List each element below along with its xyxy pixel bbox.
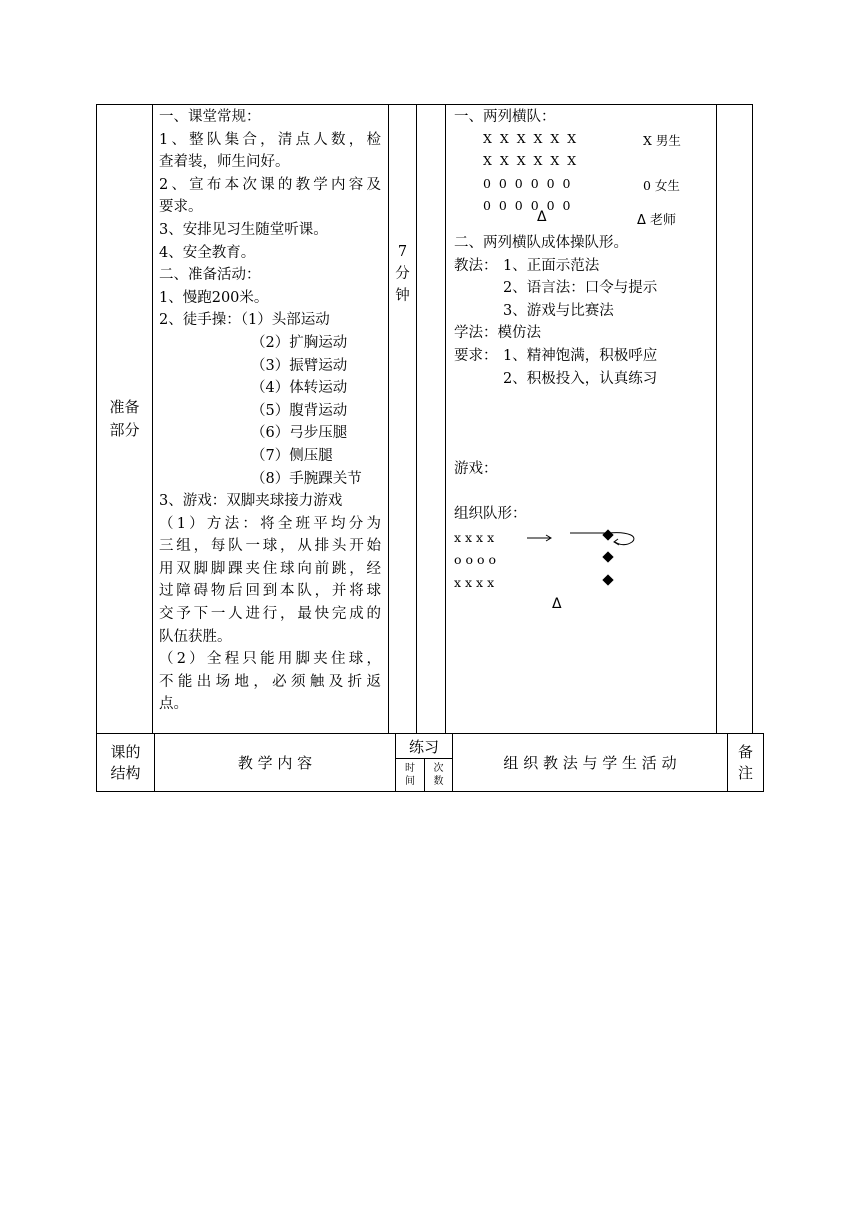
content-line: （8）手腕踝关节 bbox=[251, 470, 362, 487]
content-line: 2、宣布本次课的教学内容及 bbox=[159, 176, 381, 193]
content-line: 查着装，师生问好。 bbox=[159, 154, 290, 171]
content-line: （7）侧压腿 bbox=[251, 447, 333, 464]
content-line: 点。 bbox=[159, 696, 188, 713]
game-label: 游戏： bbox=[454, 461, 498, 477]
content-line: （6）弓步压腿 bbox=[251, 425, 348, 442]
legend-teacher: Δ 老师 bbox=[637, 213, 677, 228]
content-line: 1、整队集合，清点人数，检 bbox=[159, 131, 381, 148]
time-number: 7 bbox=[397, 244, 408, 260]
content-line: （2）全程只能用脚夹住球， bbox=[159, 651, 381, 668]
footer-remark-line: 备 bbox=[737, 743, 753, 761]
footer-remark-line: 注 bbox=[737, 764, 753, 782]
footer-structure-line: 课的 bbox=[110, 743, 141, 761]
formation-label: 组织队形： bbox=[454, 506, 527, 522]
footer-organization: 组 织 教 法 与 学 生 活 动 bbox=[503, 754, 677, 772]
formation-row-male: X X X X X X bbox=[483, 153, 577, 168]
content-line: （2）扩胸运动 bbox=[251, 334, 348, 351]
footer-count-line: 数 bbox=[433, 776, 444, 787]
formation-row-female: 0 0 0 0 0 0 bbox=[483, 176, 571, 191]
footer-time-line: 间 bbox=[405, 776, 415, 787]
content-line: （4）体转运动 bbox=[251, 380, 348, 397]
requirement-label: 要求： bbox=[454, 348, 498, 364]
content-line: 2、徒手操：（1）头部运动 bbox=[159, 312, 330, 329]
time-unit: 钟 bbox=[395, 288, 410, 304]
content-line: 队伍获胜。 bbox=[159, 628, 232, 645]
content-line: 一、课堂常规： bbox=[159, 109, 261, 125]
org-title-1: 一、两列横队： bbox=[454, 109, 556, 125]
footer-count bbox=[425, 762, 452, 788]
content-line: 二、准备活动： bbox=[159, 267, 261, 284]
content-line: 交予下一人进行，最快完成的 bbox=[159, 606, 381, 623]
content-line: 3、游戏：双脚夹球接力游戏 bbox=[159, 493, 343, 510]
time-unit: 分 bbox=[395, 266, 410, 282]
obstacle-diamond-icon bbox=[602, 551, 613, 562]
method-item: 2、语言法：口令与提示 bbox=[503, 280, 658, 296]
method-item: 3、游戏与比赛法 bbox=[503, 303, 614, 319]
content-line: 4、安全教育。 bbox=[159, 244, 256, 261]
section-label-text: 准备部分 bbox=[109, 398, 140, 439]
content-line: 要求。 bbox=[159, 199, 203, 216]
legend-male: X 男生 bbox=[643, 133, 681, 148]
legend-female: 0 女生 bbox=[643, 178, 680, 193]
study-method: 学法：模仿法 bbox=[454, 325, 541, 341]
footer-practice: 练习 bbox=[408, 738, 439, 756]
game-row: o o o o bbox=[454, 552, 497, 567]
requirement-item: 2、积极投入，认真练习 bbox=[503, 371, 658, 387]
game-row: x x x x bbox=[454, 530, 495, 545]
footer-structure bbox=[97, 742, 154, 784]
teacher-triangle-icon: Δ bbox=[537, 209, 547, 225]
section-label bbox=[97, 396, 152, 442]
return-path-icon bbox=[568, 527, 640, 551]
obstacle-diamond-icon bbox=[602, 574, 613, 585]
footer-content: 教 学 内 容 bbox=[237, 754, 313, 772]
content-line: （1）方法：将全班平均分为 bbox=[159, 515, 381, 532]
content-line: 不能出场地，必须触及折返 bbox=[159, 673, 381, 690]
formation-row-female: 0 0 0 0 0 0 bbox=[483, 198, 571, 213]
content-line: （5）腹背运动 bbox=[251, 402, 348, 419]
content-line: 过障碍物后回到本队，并将球 bbox=[159, 583, 381, 600]
arrow-right-icon bbox=[526, 533, 556, 543]
requirement-item: 1、精神饱满，积极呼应 bbox=[503, 348, 658, 364]
lesson-content bbox=[159, 106, 381, 716]
content-line: 用双脚脚踝夹住球向前跳，经 bbox=[159, 560, 381, 577]
content-line: （3）振臂运动 bbox=[251, 357, 348, 374]
footer-time-line: 时 bbox=[405, 763, 415, 774]
footer-time bbox=[396, 762, 424, 788]
content-line: 3、安排见习生随堂听课。 bbox=[159, 221, 328, 238]
content-line: 1、慢跑200米。 bbox=[159, 289, 269, 306]
practice-time bbox=[389, 241, 416, 307]
footer-count-line: 次 bbox=[433, 763, 444, 774]
formation-row-male: X X X X X X bbox=[483, 131, 577, 146]
footer-structure-line: 结构 bbox=[110, 764, 141, 782]
game-row: x x x x bbox=[454, 575, 495, 590]
content-line: 三组，每队一球，从排头开始 bbox=[159, 538, 381, 555]
teacher-triangle-icon: Δ bbox=[552, 596, 562, 612]
method-item: 1、正面示范法 bbox=[503, 258, 600, 274]
method-label: 教法： bbox=[454, 258, 498, 274]
footer-remark bbox=[728, 742, 763, 784]
org-title-2: 二、两列横队成体操队形。 bbox=[454, 235, 628, 251]
